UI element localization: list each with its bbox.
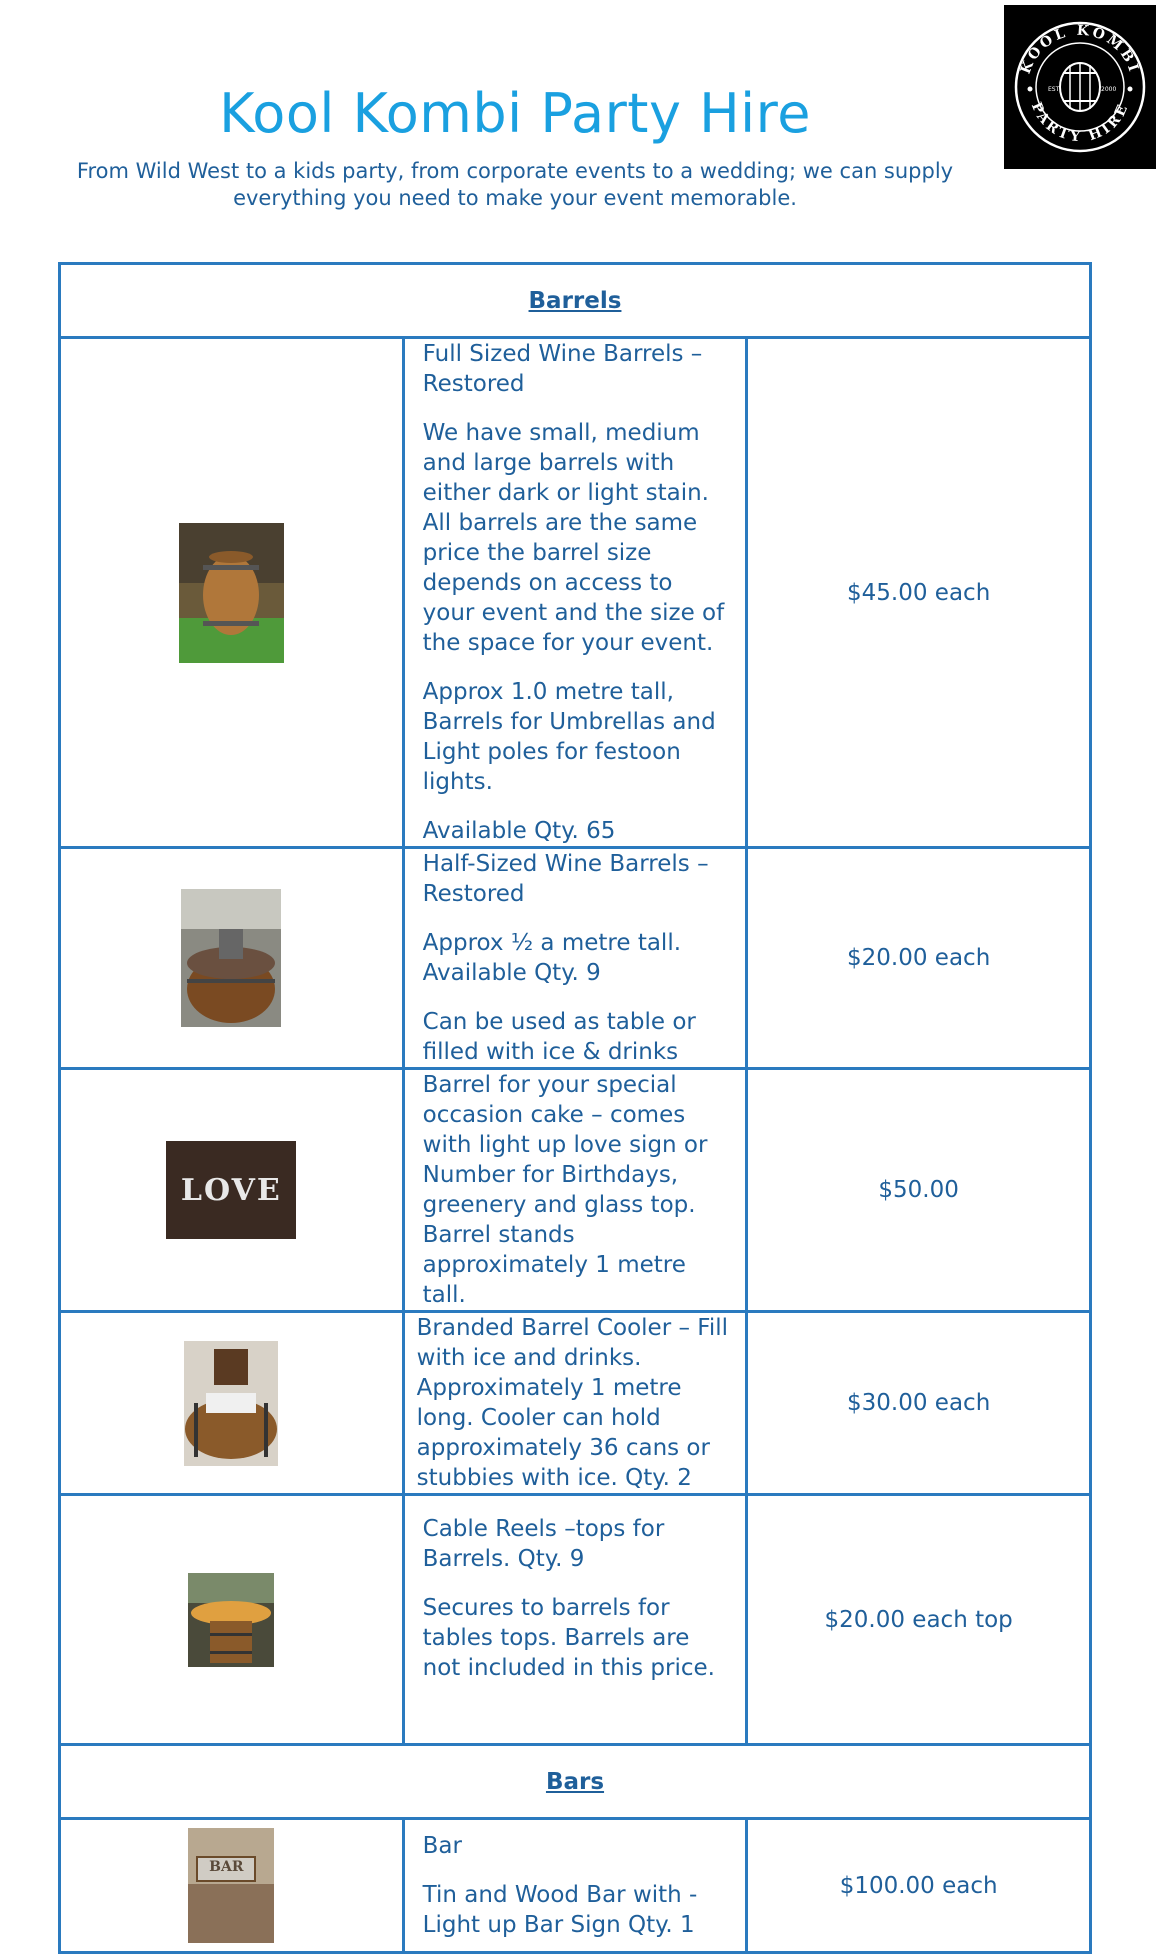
item-description: Barrel for your special occasion cake – comes with light up love sign or Number for Birthdays, greenery and glass top. Barrel stands approximately 1 metre tall. (422, 1072, 708, 1308)
bar-photo (188, 1828, 274, 1943)
item-quantity: Available Qty. 65 (422, 818, 616, 844)
svg-text:2000: 2000 (1101, 86, 1117, 93)
item-price: $20.00 each top (747, 1495, 1091, 1745)
price-table (58, 262, 1092, 1954)
table-row (60, 1495, 1091, 1745)
item-price: $50.00 (747, 1069, 1091, 1312)
item-title: Half-Sized Wine Barrels – Restored (422, 851, 709, 907)
item-price: $20.00 each (747, 848, 1091, 1069)
item-description: Approx 1.0 metre tall, Barrels for Umbrellas and Light poles for festoon lights. (422, 679, 716, 795)
item-title: Full Sized Wine Barrels – Restored (422, 341, 703, 397)
item-description: Can be used as table or filled with ice & drinks (422, 1009, 696, 1065)
cable-reel-photo (188, 1573, 274, 1667)
item-title: Cable Reels –tops for Barrels. Qty. 9 (422, 1516, 665, 1572)
table-row (60, 1069, 1091, 1312)
table-row (60, 1819, 1091, 1953)
page-title: Kool Kombi Party Hire (219, 82, 811, 145)
barrel-cooler-photo (184, 1341, 278, 1466)
item-description: Branded Barrel Cooler – Fill with ice and drinks. Approximately 1 metre long. Cooler can hold approximately 36 cans or stubbies with ice. Qty. 2 (416, 1315, 728, 1491)
section-header-row (60, 264, 1091, 338)
svg-text:EST: EST (1048, 86, 1060, 93)
table-row (60, 1312, 1091, 1495)
svg-text:KOOL KOMBI: KOOL KOMBI (1017, 22, 1143, 77)
half-barrel-photo (181, 889, 281, 1027)
item-price: $30.00 each (747, 1312, 1091, 1495)
item-description: Approx ½ a metre tall. Available Qty. 9 (422, 930, 682, 986)
section-header-row (60, 1745, 1091, 1819)
item-description: Secures to barrels for tables tops. Barrels are not included in this price. (422, 1595, 715, 1681)
item-price: $45.00 each (747, 338, 1091, 848)
section-heading-bars: Bars (60, 1745, 1091, 1819)
love-sign-photo (166, 1141, 296, 1239)
barrel-logo-icon (1004, 5, 1156, 169)
page-subtitle: From Wild West to a kids party, from corporate events to a wedding; we can supply everything you need to make your event memorable. (76, 159, 954, 210)
kool-kombi-logo (1004, 5, 1156, 169)
love-sign-text: LOVE (180, 1173, 282, 1208)
bar-sign-text: BAR (209, 1859, 244, 1875)
table-row (60, 338, 1091, 848)
wine-barrel-photo (179, 523, 284, 663)
item-price: $100.00 each (747, 1819, 1091, 1953)
item-description: Tin and Wood Bar with - Light up Bar Sign Qty. 1 (422, 1882, 698, 1938)
section-heading-barrels: Barrels (60, 264, 1091, 338)
item-title: Bar (422, 1833, 462, 1859)
item-description: We have small, medium and large barrels with either dark or light stain. All barrels are the same price the barrel size depends on access to your event and the size of the space for your event. (422, 420, 725, 656)
svg-text:PARTY HIRE: PARTY HIRE (1027, 99, 1133, 146)
table-row (60, 848, 1091, 1069)
